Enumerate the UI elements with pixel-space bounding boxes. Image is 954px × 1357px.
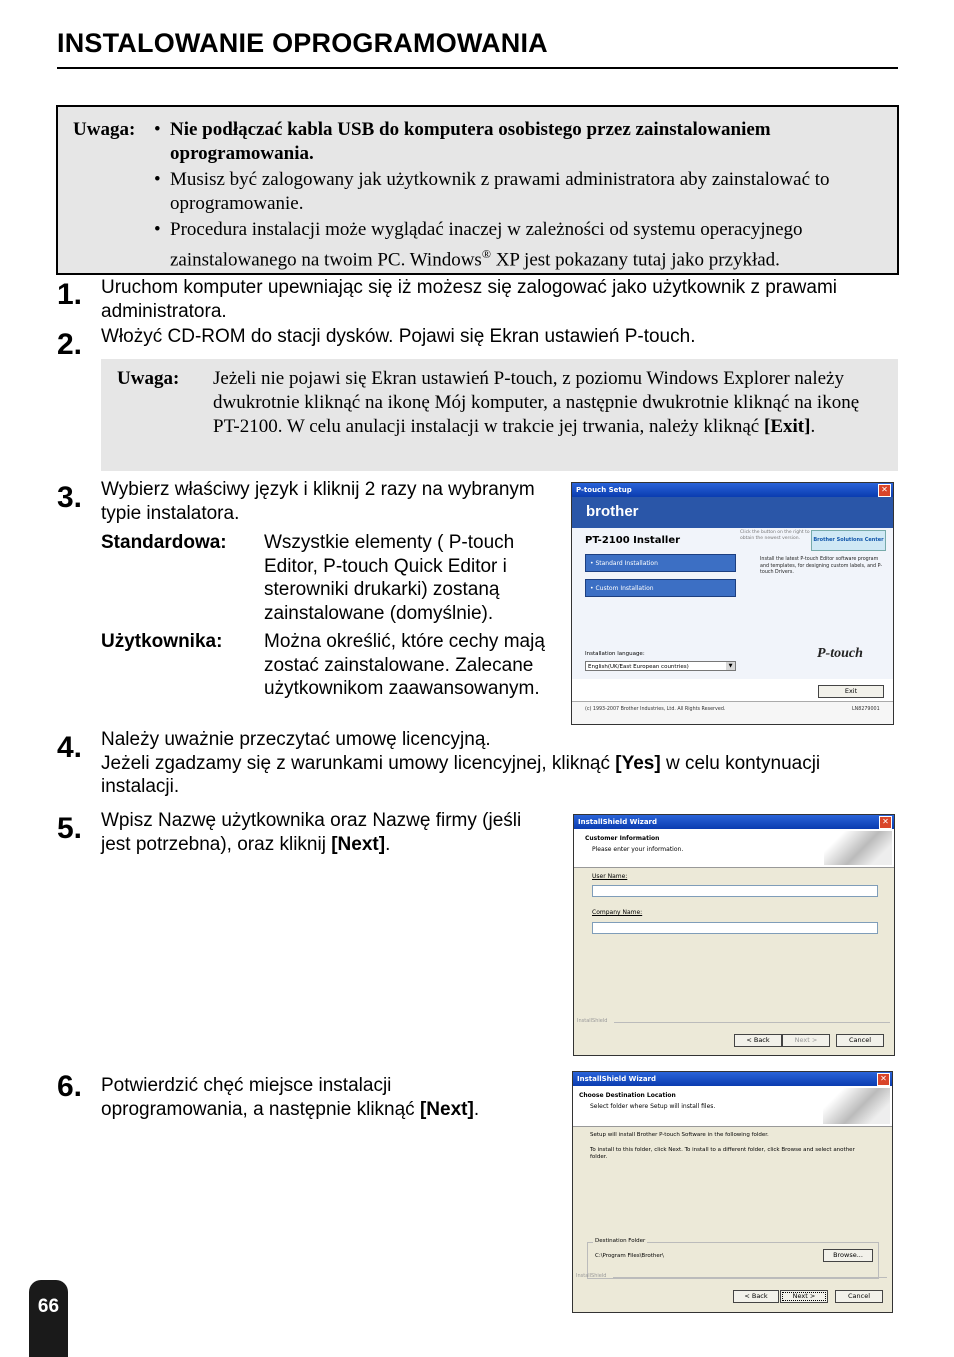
page-number: 66	[37, 1296, 60, 1317]
custom-installation-button[interactable]: • Custom Installation	[585, 579, 736, 597]
install-type-label: Użytkownika:	[101, 631, 223, 652]
install-type-desc: Wszystkie elementy ( P-touch Editor, P-touch Quick Editor i sterowniki drukarki) zostaną zainstalowane (domyślnie).	[264, 532, 515, 624]
step-number: 6.	[57, 1070, 83, 1103]
note-label: Uwaga:	[73, 119, 136, 140]
hint-text: Click the button on the right to obtain the newest version.	[740, 530, 810, 541]
brother-logo: brother	[586, 503, 639, 520]
step-number: 4.	[57, 731, 83, 764]
note-text: Jeżeli nie pojawi się Ekran ustawień P-touch, z poziomu Windows Explorer należy dwukrotnie kliknąć na ikonę Mój komputer, a następnie dwukrotnie kliknąć na ikonę PT-2100. W celu anulacji instalacji w trakcie jej trwania, należy kliknąć [Exit].	[213, 368, 860, 437]
solutions-desc: Install the latest P-touch Editor software program and templates, for designing custom labels, and P-touch Drivers.	[760, 557, 883, 575]
close-icon[interactable]: ✕	[877, 1073, 890, 1086]
language-label: Installation language:	[585, 651, 645, 657]
ptouch-logo: P-touch	[817, 646, 863, 661]
step-number: 5.	[57, 812, 83, 845]
next-button[interactable]: Next >	[780, 1290, 828, 1303]
company-name-input[interactable]	[592, 922, 878, 934]
back-button[interactable]: < Back	[734, 1034, 782, 1047]
install-type-desc: Można określić, które cechy mają zostać zainstalowane. Zalecane użytkownikom zaawansowanym.	[264, 631, 545, 699]
cancel-button[interactable]: Cancel	[836, 1034, 884, 1047]
wizard-subheading: Please enter your information.	[592, 846, 684, 853]
step-number: 1.	[57, 278, 83, 311]
folder-path: C:\Program Files\Brother\	[595, 1253, 664, 1259]
step-text: Włożyć CD-ROM do stacji dysków. Pojawi się Ekran ustawień P-touch.	[101, 326, 696, 347]
destination-location-screenshot	[572, 1071, 893, 1313]
folder-group-label: Destination Folder	[595, 1238, 646, 1244]
chevron-down-icon[interactable]: ▼	[726, 662, 735, 670]
step-text: Uruchom komputer upewniając się iż możesz się zalogować jako użytkownik z prawami administratora.	[101, 277, 838, 322]
note-item: • Procedura instalacji może wyglądać inaczej w zależności od systemu operacyjnego zainstalowanego na twoim PC. Windows® XP jest pokazany tutaj jako przykład.	[154, 219, 803, 271]
ptouch-setup-screenshot	[571, 482, 894, 725]
exit-button[interactable]: Exit	[818, 685, 884, 698]
step-text: Wybierz właściwy język i kliknij 2 razy na wybranym typie instalatora.	[101, 479, 535, 524]
copyright: (c) 1993-2007 Brother Industries, Ltd. All Rights Reserved.	[585, 707, 726, 712]
doc-code: LN8279001	[852, 707, 880, 712]
back-button[interactable]: < Back	[733, 1290, 779, 1303]
company-name-label: Company Name:	[592, 909, 643, 916]
solutions-center-button[interactable]: Brother Solutions Center	[811, 530, 886, 551]
page-title: INSTALOWANIE OPROGRAMOWANIA	[57, 28, 548, 58]
step-text: Wpisz Nazwę użytkownika oraz Nazwę firmy (jeśli jest potrzebna), oraz kliknij [Next].	[101, 810, 522, 855]
page-number-tab	[29, 1280, 68, 1357]
language-select[interactable]: English(UK/East European countries) ▼	[585, 661, 736, 671]
user-name-label: User Name:	[592, 873, 628, 880]
wizard-heading: Customer Information	[585, 835, 660, 842]
note-item: • Musisz być zalogowany jak użytkownik z prawami administratora aby zainstalować to oprogramowanie.	[154, 169, 830, 214]
installshield-brand: InstallShield	[577, 1018, 608, 1024]
next-button[interactable]: Next >	[782, 1034, 830, 1047]
title-divider	[57, 67, 898, 69]
note-item: • Nie podłączać kabla USB do komputera osobistego przez zainstalowaniem oprogramowania.	[154, 119, 771, 164]
window-title: InstallShield Wizard	[573, 1072, 892, 1086]
window-title: P-touch Setup	[572, 483, 893, 497]
window-title: InstallShield Wizard	[574, 815, 894, 829]
info-line: Setup will install Brother P-touch Software in the following folder.	[590, 1132, 769, 1138]
cancel-button[interactable]: Cancel	[835, 1290, 883, 1303]
wizard-heading: Choose Destination Location	[579, 1092, 676, 1099]
note-label: Uwaga:	[117, 368, 180, 389]
browse-button[interactable]: Browse...	[823, 1249, 873, 1262]
wizard-graphic	[823, 1088, 890, 1124]
close-icon[interactable]: ✕	[878, 484, 891, 497]
brand-banner	[572, 497, 893, 528]
user-name-input[interactable]	[592, 885, 878, 897]
step-number: 3.	[57, 481, 83, 514]
info-line: To install to this folder, click Next. To install to a different folder, click Browse and select another folder.	[590, 1147, 855, 1160]
wizard-subheading: Select folder where Setup will install files.	[590, 1103, 716, 1110]
wizard-graphic	[824, 831, 892, 865]
note-list	[154, 118, 880, 274]
product-name: PT-2100 Installer	[585, 535, 681, 546]
customer-info-screenshot	[573, 814, 895, 1056]
install-type-label: Standardowa:	[101, 532, 227, 553]
installshield-brand: InstallShield	[576, 1273, 607, 1279]
step-text: Potwierdzić chęć miejsce instalacji oprogramowania, a następnie kliknąć [Next].	[101, 1075, 480, 1120]
standard-installation-button[interactable]: • Standard Installation	[585, 554, 736, 572]
step-number: 2.	[57, 328, 83, 361]
close-icon[interactable]: ✕	[879, 816, 892, 829]
warning-note	[56, 105, 899, 275]
step-text: Należy uważnie przeczytać umowę licencyjną. Jeżeli zgadzamy się z warunkami umowy licencyjnej, kliknąć [Yes] w celu kontynuacji instalacji.	[101, 729, 821, 797]
info-note	[101, 359, 898, 471]
